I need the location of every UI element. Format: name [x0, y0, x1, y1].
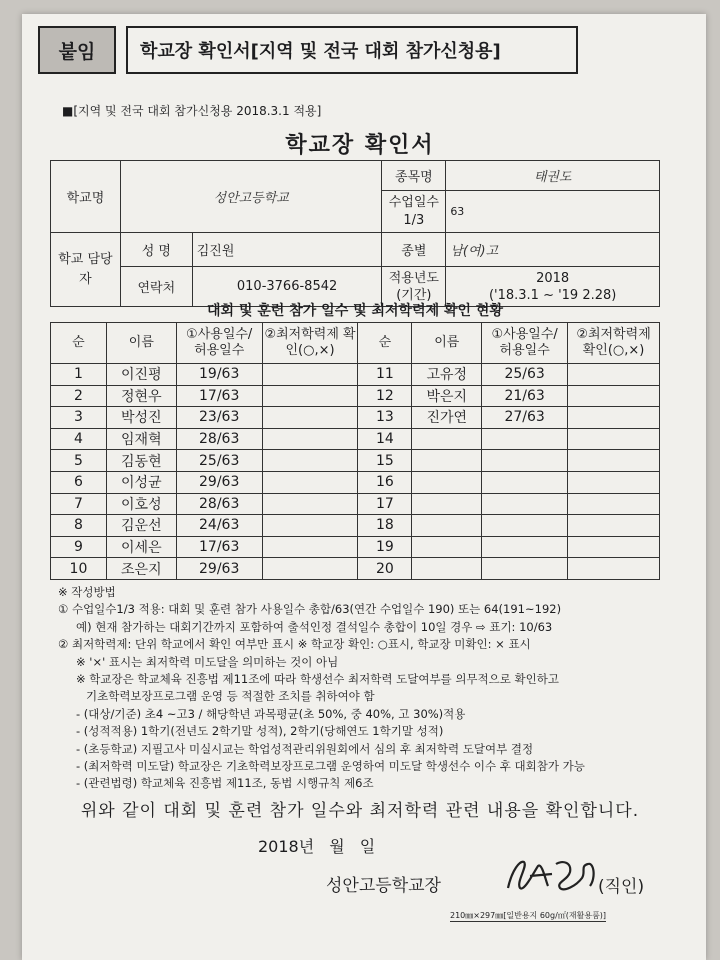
seal-label: (직인) [598, 877, 645, 897]
header-bar [38, 26, 578, 78]
event-label: 종목명 [382, 161, 446, 191]
contact-person-label: 학교 담당자 [51, 233, 121, 307]
roster-check-cell [262, 471, 358, 493]
class-days-value: 63 [446, 191, 660, 233]
col-days-left: ①사용일수/ 허용일수 [176, 323, 262, 364]
instruction-line: ※ '×' 표시는 최저학력 미도달을 의미하는 것이 아님 [76, 654, 339, 669]
apply-year-label: 적용년도 (기간) [382, 267, 446, 307]
roster-check-cell [262, 450, 358, 472]
roster-title: 대회 및 훈련 참가 일수 및 최저학력제 확인 현황 [207, 303, 503, 319]
roster-check-cell [568, 558, 660, 580]
table-row [51, 471, 660, 493]
roster-name-cell: 임재혁 [106, 428, 176, 450]
roster-days-cell: 19/63 [176, 364, 262, 386]
instruction-line: - (대상/기준) 초4 ~고3 / 해당학년 과목평균(초 50%, 중 40%, 고 30%)적용 [76, 706, 466, 721]
roster-no-cell: 17 [358, 493, 412, 515]
contact-name-label: 성 명 [120, 233, 192, 267]
roster-check-cell [568, 364, 660, 386]
principal-signature [490, 852, 650, 900]
roster-days-cell: 23/63 [176, 407, 262, 429]
roster-days-cell: 17/63 [176, 385, 262, 407]
roster-table [50, 322, 660, 580]
col-no-left: 순 [51, 323, 107, 364]
phone-label: 연락처 [120, 267, 192, 307]
roster-name-cell: 진가연 [412, 407, 482, 429]
roster-no-cell: 7 [51, 493, 107, 515]
roster-name-cell: 박성진 [106, 407, 176, 429]
apply-period-value: ('18.3.1 ~ '19 2.28) [488, 287, 617, 303]
roster-no-cell: 11 [358, 364, 412, 386]
class-days-label: 수업일수 1/3 [382, 191, 446, 233]
roster-no-cell: 1 [51, 364, 107, 386]
school-name-value: 성안고등학교 [120, 161, 382, 233]
col-no-right: 순 [358, 323, 412, 364]
paper-spec-footer: 210㎜×297㎜[일반용지 60g/㎡(재활용품)] [450, 911, 607, 920]
col-name-right: 이름 [412, 323, 482, 364]
apply-year-value: 2018 [536, 270, 570, 286]
roster-name-cell: 이세은 [106, 536, 176, 558]
roster-check-cell [262, 364, 358, 386]
roster-body [51, 364, 660, 580]
roster-check-cell [262, 407, 358, 429]
roster-name-cell [412, 558, 482, 580]
writing-instructions [58, 584, 678, 793]
roster-check-cell [262, 558, 358, 580]
roster-name-cell [412, 515, 482, 537]
col-check-right: ②최저학력제 확인(○,×) [568, 323, 660, 364]
roster-name-cell: 정현우 [106, 385, 176, 407]
school-name-label: 학교명 [51, 161, 121, 233]
roster-check-cell [568, 515, 660, 537]
instruction-line: - (최저학력 미도달) 학교장은 기초학력보장프로그램 운영하여 미도달 학생선수 이수 후 대회참가 가능 [76, 759, 585, 774]
roster-days-cell: 24/63 [176, 515, 262, 537]
instruction-line: - (관련법령) 학교체육 진흥법 제11조, 동법 시행규칙 제6조 [76, 776, 374, 791]
roster-days-cell: 25/63 [482, 364, 568, 386]
roster-name-cell: 이호성 [106, 493, 176, 515]
roster-days-cell: 29/63 [176, 558, 262, 580]
roster-no-cell: 4 [51, 428, 107, 450]
instruction-line: 기초학력보장프로그램 운영 등 적절한 조치를 취하여야 함 [86, 689, 375, 704]
roster-days-cell: 28/63 [176, 493, 262, 515]
roster-no-cell: 18 [358, 515, 412, 537]
roster-name-cell [412, 493, 482, 515]
roster-no-cell: 20 [358, 558, 412, 580]
roster-no-cell: 15 [358, 450, 412, 472]
roster-check-cell [568, 536, 660, 558]
roster-check-cell [262, 536, 358, 558]
roster-no-cell: 19 [358, 536, 412, 558]
roster-days-cell [482, 536, 568, 558]
roster-days-cell [482, 515, 568, 537]
roster-check-cell [262, 515, 358, 537]
roster-days-cell [482, 450, 568, 472]
attachment-tag: 붙임 [38, 26, 116, 74]
roster-name-cell [412, 450, 482, 472]
roster-days-cell: 28/63 [176, 428, 262, 450]
roster-no-cell: 5 [51, 450, 107, 472]
instruction-line: ※ 작성방법 [58, 585, 116, 599]
roster-no-cell: 8 [51, 515, 107, 537]
roster-name-cell [412, 428, 482, 450]
table-row [51, 493, 660, 515]
table-row [51, 558, 660, 580]
table-row [51, 450, 660, 472]
roster-name-cell [412, 536, 482, 558]
roster-check-cell [568, 450, 660, 472]
gender-label: 종별 [382, 233, 446, 267]
col-days-right: ①사용일수/ 허용일수 [482, 323, 568, 364]
roster-no-cell: 12 [358, 385, 412, 407]
roster-name-cell: 박은지 [412, 385, 482, 407]
instruction-line: - (성적적용) 1학기(전년도 2학기말 성적), 2학기(당해연도 1학기말 성적) [76, 724, 444, 739]
table-row [51, 364, 660, 386]
handwritten-signature-icon [490, 852, 650, 900]
table-row [51, 428, 660, 450]
instruction-line: ② 최저학력제: 단위 학교에서 확인 여부만 표시 ※ 학교장 확인: ○표시, 학교장 미확인: × 표시 [58, 637, 531, 652]
roster-days-cell: 27/63 [482, 407, 568, 429]
roster-check-cell [262, 428, 358, 450]
roster-days-cell [482, 428, 568, 450]
roster-name-cell [412, 471, 482, 493]
roster-check-cell [568, 428, 660, 450]
roster-check-cell [568, 471, 660, 493]
roster-name-cell: 고유정 [412, 364, 482, 386]
header-title: 학교장 확인서[지역 및 전국 대회 참가신청용] [126, 26, 578, 74]
roster-days-cell [482, 558, 568, 580]
phone-value: 010-3766-8542 [192, 267, 382, 307]
roster-name-cell: 김동현 [106, 450, 176, 472]
roster-name-cell: 김운선 [106, 515, 176, 537]
instruction-line: 예) 현재 참가하는 대회기간까지 포함하여 출석인정 결석일수 총합이 10일 경우 ⇨ 표기: 10/63 [76, 619, 553, 634]
roster-check-cell [262, 385, 358, 407]
gender-value: 남(여)고 [446, 233, 660, 267]
roster-check-cell [568, 493, 660, 515]
roster-days-cell: 29/63 [176, 471, 262, 493]
roster-no-cell: 2 [51, 385, 107, 407]
form-subnote: ■[지역 및 전국 대회 참가신청용 2018.3.1 적용] [62, 104, 322, 118]
roster-no-cell: 14 [358, 428, 412, 450]
confirmation-statement: 위와 같이 대회 및 훈련 참가 일수와 최저학력 관련 내용을 확인합니다. [80, 801, 640, 821]
table-row [51, 407, 660, 429]
roster-no-cell: 3 [51, 407, 107, 429]
roster-days-cell: 21/63 [482, 385, 568, 407]
col-name-left: 이름 [106, 323, 176, 364]
roster-no-cell: 6 [51, 471, 107, 493]
roster-name-cell: 이진평 [106, 364, 176, 386]
event-value: 태권도 [446, 161, 660, 191]
col-check-left: ②최저학력제 확인(○,×) [262, 323, 358, 364]
instruction-line: - (초등학교) 지필고사 미실시교는 학업성적관리위원회에서 심의 후 최저학력 도달여부 결정 [76, 741, 534, 756]
table-row [51, 385, 660, 407]
table-row [51, 515, 660, 537]
roster-name-cell: 조은지 [106, 558, 176, 580]
roster-days-cell [482, 493, 568, 515]
roster-days-cell: 17/63 [176, 536, 262, 558]
roster-days-cell [482, 471, 568, 493]
signature-date: 2018년 월 일 [258, 837, 376, 856]
roster-no-cell: 13 [358, 407, 412, 429]
roster-no-cell: 10 [51, 558, 107, 580]
principal-signoff: 성안고등학교장 [326, 876, 441, 896]
roster-no-cell: 16 [358, 471, 412, 493]
table-row [51, 536, 660, 558]
roster-no-cell: 9 [51, 536, 107, 558]
roster-check-cell [262, 493, 358, 515]
instruction-line: ① 수업일수1/3 적용: 대회 및 훈련 참가 사용일수 총합/63(연간 수업일수 190) 또는 64(191~192) [58, 602, 562, 617]
roster-days-cell: 25/63 [176, 450, 262, 472]
instruction-line: ※ 학교장은 학교체육 진흥법 제11조에 따라 학생선수 최저학력 도달여부를 의무적으로 확인하고 [76, 672, 559, 687]
roster-name-cell: 이성균 [106, 471, 176, 493]
document-title: 학교장 확인서 [285, 133, 435, 158]
roster-check-cell [568, 385, 660, 407]
contact-name-value: 김진원 [192, 233, 382, 267]
roster-check-cell [568, 407, 660, 429]
school-info-table [50, 160, 660, 307]
